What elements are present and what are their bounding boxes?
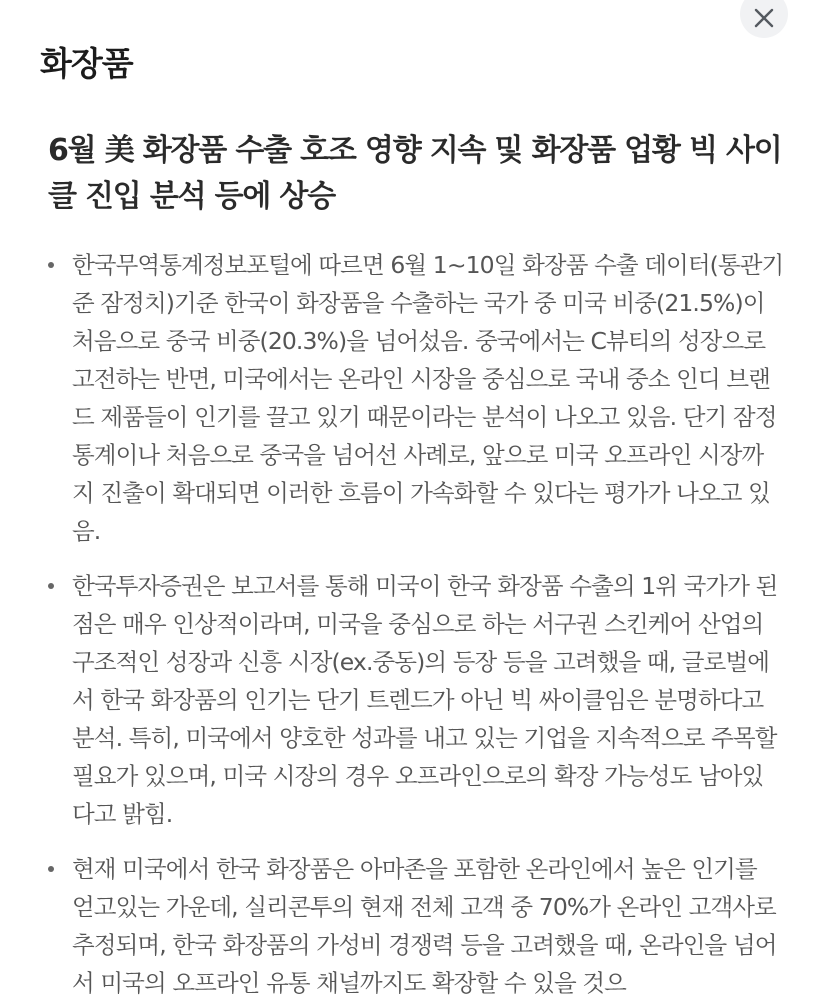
bullet-text: 현재 미국에서 한국 화장품은 아마존을 포함한 온라인에서 높은 인기를 얻고있는 가운데, 실리콘투의 현재 전체 고객 중 70%가 온라인 고객사로 추정되며, 한국 화장품의 가성비 경쟁력 등을 고려했을 때, 온라인을 넘어서 미국의 오프라인 유통 채널까지도 확장할 수 있을 것으	[72, 855, 777, 997]
bullet-text: 한국투자증권은 보고서를 통해 미국이 한국 화장품 수출의 1위 국가가 된 점은 매우 인상적이라며, 미국을 중심으로 하는 서구권 스킨케어 산업의 구조적인 성장과 신흥 시장(ex.중동)의 등장 등을 고려했을 때, 글로벌에서 한국 화장품의 인기는 단기 트렌드가 아닌 빅 싸이클임은 분명하다고 분석. 특히, 미국에서 양호한 성과를 내고 있는 기업을 지속적으로 주목할 필요가 있으며, 미국 시장의 경우 오프라인으로의 확장 가능성도 남아있다고 밝힘.	[72, 572, 778, 828]
list-item	[48, 567, 784, 833]
page-title: 화장품	[40, 44, 133, 83]
article-bullet-list	[48, 246, 784, 1002]
article-headline: 6월 美 화장품 수출 호조 영향 지속 및 화장품 업황 빅 사이클 진입 분석 등에 상승	[48, 133, 782, 214]
bullet-dot-icon	[48, 262, 54, 268]
bullet-dot-icon	[48, 583, 54, 589]
bullet-dot-icon	[48, 866, 54, 872]
list-item	[48, 850, 784, 1002]
list-item	[48, 246, 784, 550]
close-button[interactable]	[740, 0, 788, 38]
bullet-text: 한국무역통계정보포털에 따르면 6월 1~10일 화장품 수출 데이터(통관기준 잠정치)기준 한국이 화장품을 수출하는 국가 중 미국 비중(21.5%)이 처음으로 중국 비중(20.3%)을 넘어섰음. 중국에서는 C뷰티의 성장으로 고전하는 반면, 미국에서는 온라인 시장을 중심으로 국내 중소 인디 브랜드 제품들이 인기를 끌고 있기 때문이라는 분석이 나오고 있음. 단기 잠정 통계이나 처음으로 중국을 넘어선 사례로, 앞으로 미국 오프라인 시장까지 진출이 확대되면 이러한 흐름이 가속화할 수 있다는 평가가 나오고 있음.	[72, 251, 784, 545]
close-icon	[753, 7, 775, 29]
